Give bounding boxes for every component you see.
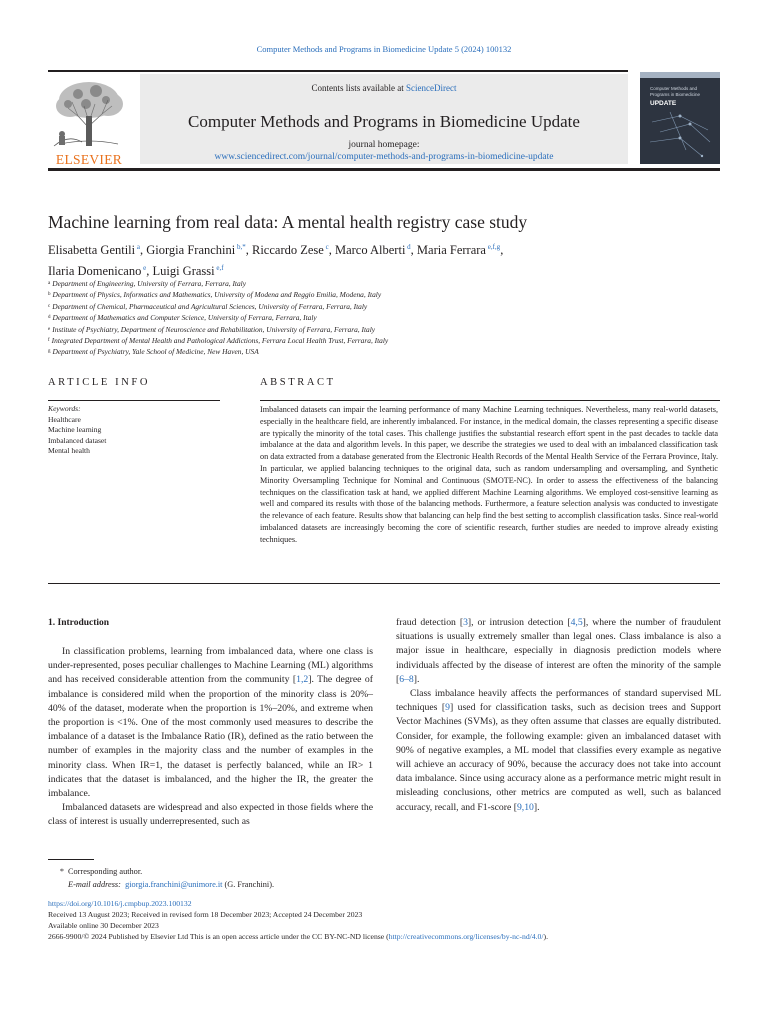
section-heading-introduction: 1. Introduction [48, 618, 110, 628]
affiliation-text: Department of Physics, Informatics and Mathematics, University of Modena and Reggio Emilia, Modena, Italy [52, 290, 382, 300]
affiliation-key: g [48, 349, 51, 355]
footnote-corresponding: Corresponding author. [68, 867, 143, 876]
keyword: Imbalanced dataset [48, 435, 107, 445]
keywords-block [48, 404, 220, 457]
sciencedirect-link[interactable]: ScienceDirect [406, 83, 457, 93]
author-name: Ilaria Domenicano [48, 264, 142, 279]
intro-column-left [48, 645, 373, 830]
received-dates: Received 13 August 2023; Received in revised form 18 December 2023; Accepted 24 December 2023 [48, 910, 363, 919]
paragraph [48, 645, 373, 801]
footnote-mark: * [59, 867, 64, 876]
author-affiliation-marker[interactable]: e,f,g [485, 243, 501, 251]
email-owner: (G. Franchini). [224, 879, 275, 889]
paragraph [396, 616, 721, 687]
affiliation-text: Integrated Department of Mental Health and Pathological Addictions, Ferrara Local Health Trust, Ferrara, Italy [51, 336, 389, 346]
affiliation [48, 301, 720, 312]
license-link[interactable]: http://creativecommons.org/licenses/by-nc-nd/4.0/ [388, 932, 544, 941]
affiliation-key: b [48, 292, 51, 298]
homepage-label: journal homepage: [348, 140, 420, 150]
affiliation-list [48, 278, 720, 358]
email-label: E-mail address: [68, 879, 121, 889]
affiliation-key: f [48, 338, 50, 344]
citation-link[interactable]: 9 [445, 702, 450, 714]
author-affiliation-marker[interactable]: d [405, 243, 411, 251]
body-text: fraud detection [ [396, 617, 464, 628]
article-info-heading: ARTICLE INFO [48, 377, 151, 388]
journal-cover-image[interactable] [640, 72, 720, 164]
license-prefix: 2666-9900/© 2024 Published by Elsevier Ltd This is an open access article under the CC BY-NC-ND license ( [48, 932, 389, 941]
contents-prefix: Contents lists available at [311, 83, 406, 93]
corresponding-author-footnote [48, 866, 274, 891]
citation-link[interactable]: 1,2 [296, 674, 309, 686]
citation-link[interactable]: 3 [463, 617, 468, 628]
affiliation-text: Department of Chemical, Pharmaceutical and Agricultural Sciences, University of Ferrara, Ferrara, Italy [52, 301, 368, 311]
email-link[interactable]: giorgia.franchini@unimore.it [125, 879, 223, 889]
body-text: Imbalanced datasets are widespread and also expected in those fields where the class of interest is usually underrepresented, such as [48, 802, 373, 828]
affiliation [48, 335, 720, 346]
affiliation [48, 346, 720, 357]
affiliation-key: c [48, 303, 51, 309]
author-name: Giorgia Franchini [146, 243, 236, 258]
intro-column-right [396, 616, 721, 815]
article-title: Machine learning from real data: A mental health registry case study [48, 212, 528, 232]
affiliation-text: Department of Psychiatry, Yale School of Medicine, New Haven, USA [52, 347, 259, 357]
affiliation [48, 289, 720, 300]
journal-info-box [140, 74, 628, 164]
author-affiliation-marker[interactable]: a [135, 243, 140, 251]
footnote-rule [48, 859, 94, 860]
body-text: ] used for classification tasks, such as decision trees and Support Vector Machines (SVMs), as they often assume that classes are equally distributed. Consider, for example, the following example: given an imbalanced dataset with 90% of negative examples, a ML model that classifies every example as negative will achieve an accuracy of 90%, because the accuracy does not take into account data imbalance. Since using accuracy alone as a performance metric might result in misleading conclusions, other metrics are computed as well, such as balanced accuracy, recall, and F1-score [ [396, 702, 721, 813]
homepage-link[interactable]: www.sciencedirect.com/journal/computer-methods-and-programs-in-biomedicine-update [214, 152, 554, 162]
abstract-heading: ABSTRACT [260, 377, 336, 388]
author-name: Luigi Grassi [152, 264, 215, 279]
available-online: Available online 30 December 2023 [48, 921, 159, 930]
affiliation-text: Department of Engineering, University of Ferrara, Ferrara, Italy [52, 279, 247, 288]
author-name: Elisabetta Gentili [48, 243, 136, 258]
keyword-list [48, 415, 220, 457]
keywords-label: Keywords: [48, 404, 81, 413]
affiliation-key: d [48, 315, 51, 321]
body-text: Class imbalance heavily affects the performances of standard supervised ML techniques [ [396, 688, 721, 714]
contents-line [140, 83, 628, 93]
author-list: Elisabetta Gentili $^a$, Giorgia Franchini $^{b,*}$, Riccardo Zese $^c$, Marco Alberti $^d$, Maria Ferrara $^{e,f,g}$, Ilaria Domenicano $^e$, Luigi Grassi $^{e,f}$ [48, 243, 504, 279]
author-affiliation-marker[interactable]: e [141, 264, 147, 273]
cover-update-label: UPDATE [650, 100, 677, 107]
body-separator-rule [48, 583, 720, 584]
citation-link[interactable]: 6–8 [399, 673, 414, 685]
paragraph [48, 801, 373, 829]
affiliation [48, 278, 720, 289]
affiliation-text: Institute of Psychiatry, Department of Neuroscience and Rehabilitation, University of Ferrara, Ferrara, Italy [52, 324, 376, 334]
body-text: In classification problems, learning from imbalanced data, where one class is under-represented, poses peculiar challenges to Machine Learning (ML) algorithms and has received considerable attention from the community [ [48, 646, 373, 686]
keyword: Healthcare [48, 414, 81, 424]
author-name: Riccardo Zese [252, 243, 324, 258]
citation-link[interactable]: 4,5 [570, 617, 583, 628]
elsevier-wordmark: ELSEVIER [55, 152, 123, 167]
affiliation-key: e [48, 326, 51, 332]
cover-title: Computer Methods and Programs in Biomedicine [650, 86, 701, 97]
keyword: Machine learning [48, 425, 102, 435]
author-name: Marco Alberti [334, 243, 406, 258]
author-affiliation-marker[interactable]: c [323, 243, 329, 251]
abstract-rule [260, 400, 720, 401]
affiliation-key: a [48, 281, 51, 286]
doi-link[interactable]: https://doi.org/10.1016/j.cmpbup.2023.100132 [48, 899, 192, 908]
body-text: ]. The degree of imbalance is considered mild when the proportion of the minority class is 20%–40% of the dataset, moderate when the proportion is 1%–20%, and extreme when the proportion is <1%. One of the most commonly used measures to describe the imbalance of a dataset is the Imbalance Ratio (IR), defined as the ratio between the number of examples in the majority class and the number of examples in the minority class. When IR=1, the dataset is perfectly balanced, while an IR> 1 indicates that the dataset is imbalanced, and the higher the IR, the greater the imbalance. [48, 674, 374, 800]
body-text: ]. [533, 801, 540, 813]
journal-title: Computer Methods and Programs in Biomedicine Update [188, 112, 580, 131]
license-suffix: ). [543, 932, 549, 941]
affiliation [48, 312, 720, 323]
article-footer [48, 898, 728, 942]
elsevier-tree-logo-icon [48, 76, 130, 162]
body-text: ]. [413, 673, 420, 685]
affiliation-text: Department of Mathematics and Computer Science, University of Ferrara, Ferrara, Italy [52, 313, 317, 323]
abstract-text: Imbalanced datasets can impair the learning performance of many Machine Learning techniques. Nevertheless, many real-world datasets, especially in the healthcare field, are inherently imbalanced. For instance, in the medical domain, the classes representing a specific disease are typically the minority of the total cases. This challenge justifies the substantial research effort spent in the past decades to tackle data imbalance at the data and algorithm levels. In this paper, we describe the strategies we used to deal with an imbalanced classification task on data extracted from a database generated from the Electronic Health Records of the Mental Health Service of the Ferrara Province, Italy. In particular, we applied balancing techniques to the original data, such as random undersampling and oversampling, and Synthetic Minority Oversampling Technique for Nominal and Continuous (SMOTE-NC). In order to assess the effectiveness of the balancing techniques on the classification task at hand, we applied different Machine Learning algorithms. We employed cost-sensitive learning as well and compared its results with those of the balancing methods. Furthermore, a feature selection analysis was conducted to investigate the relevance of each feature. Results show that balancing can help find the best setting to accomplish classification tasks. Since real-world imbalanced datasets are increasingly becoming the core of scientific research, further studies are needed to improve already existing techniques. [260, 405, 718, 544]
author-affiliation-marker[interactable]: b,* [235, 243, 246, 251]
paragraph [396, 687, 721, 815]
header-rule [48, 168, 720, 171]
body-text: ], or intrusion detection [ [467, 617, 571, 628]
body-text: ], where the number of fraudulent situations is usually extremely smaller than legal ones. Class imbalance is also a major issue in healthcare, especially in diagnosis prediction models where individuals affected by the disease of interest are often the minority of the sample [ [396, 617, 721, 685]
keyword: Mental health [48, 446, 90, 456]
author-name: Maria Ferrara [416, 243, 486, 258]
running-head[interactable]: Computer Methods and Programs in Biomedicine Update 5 (2024) 100132 [256, 44, 512, 54]
author-affiliation-marker[interactable]: e,f [214, 264, 224, 273]
article-info-rule [48, 400, 220, 401]
affiliation [48, 324, 720, 335]
journal-masthead [48, 72, 628, 167]
license-line [48, 931, 728, 942]
citation-link[interactable]: 9,10 [516, 801, 534, 813]
